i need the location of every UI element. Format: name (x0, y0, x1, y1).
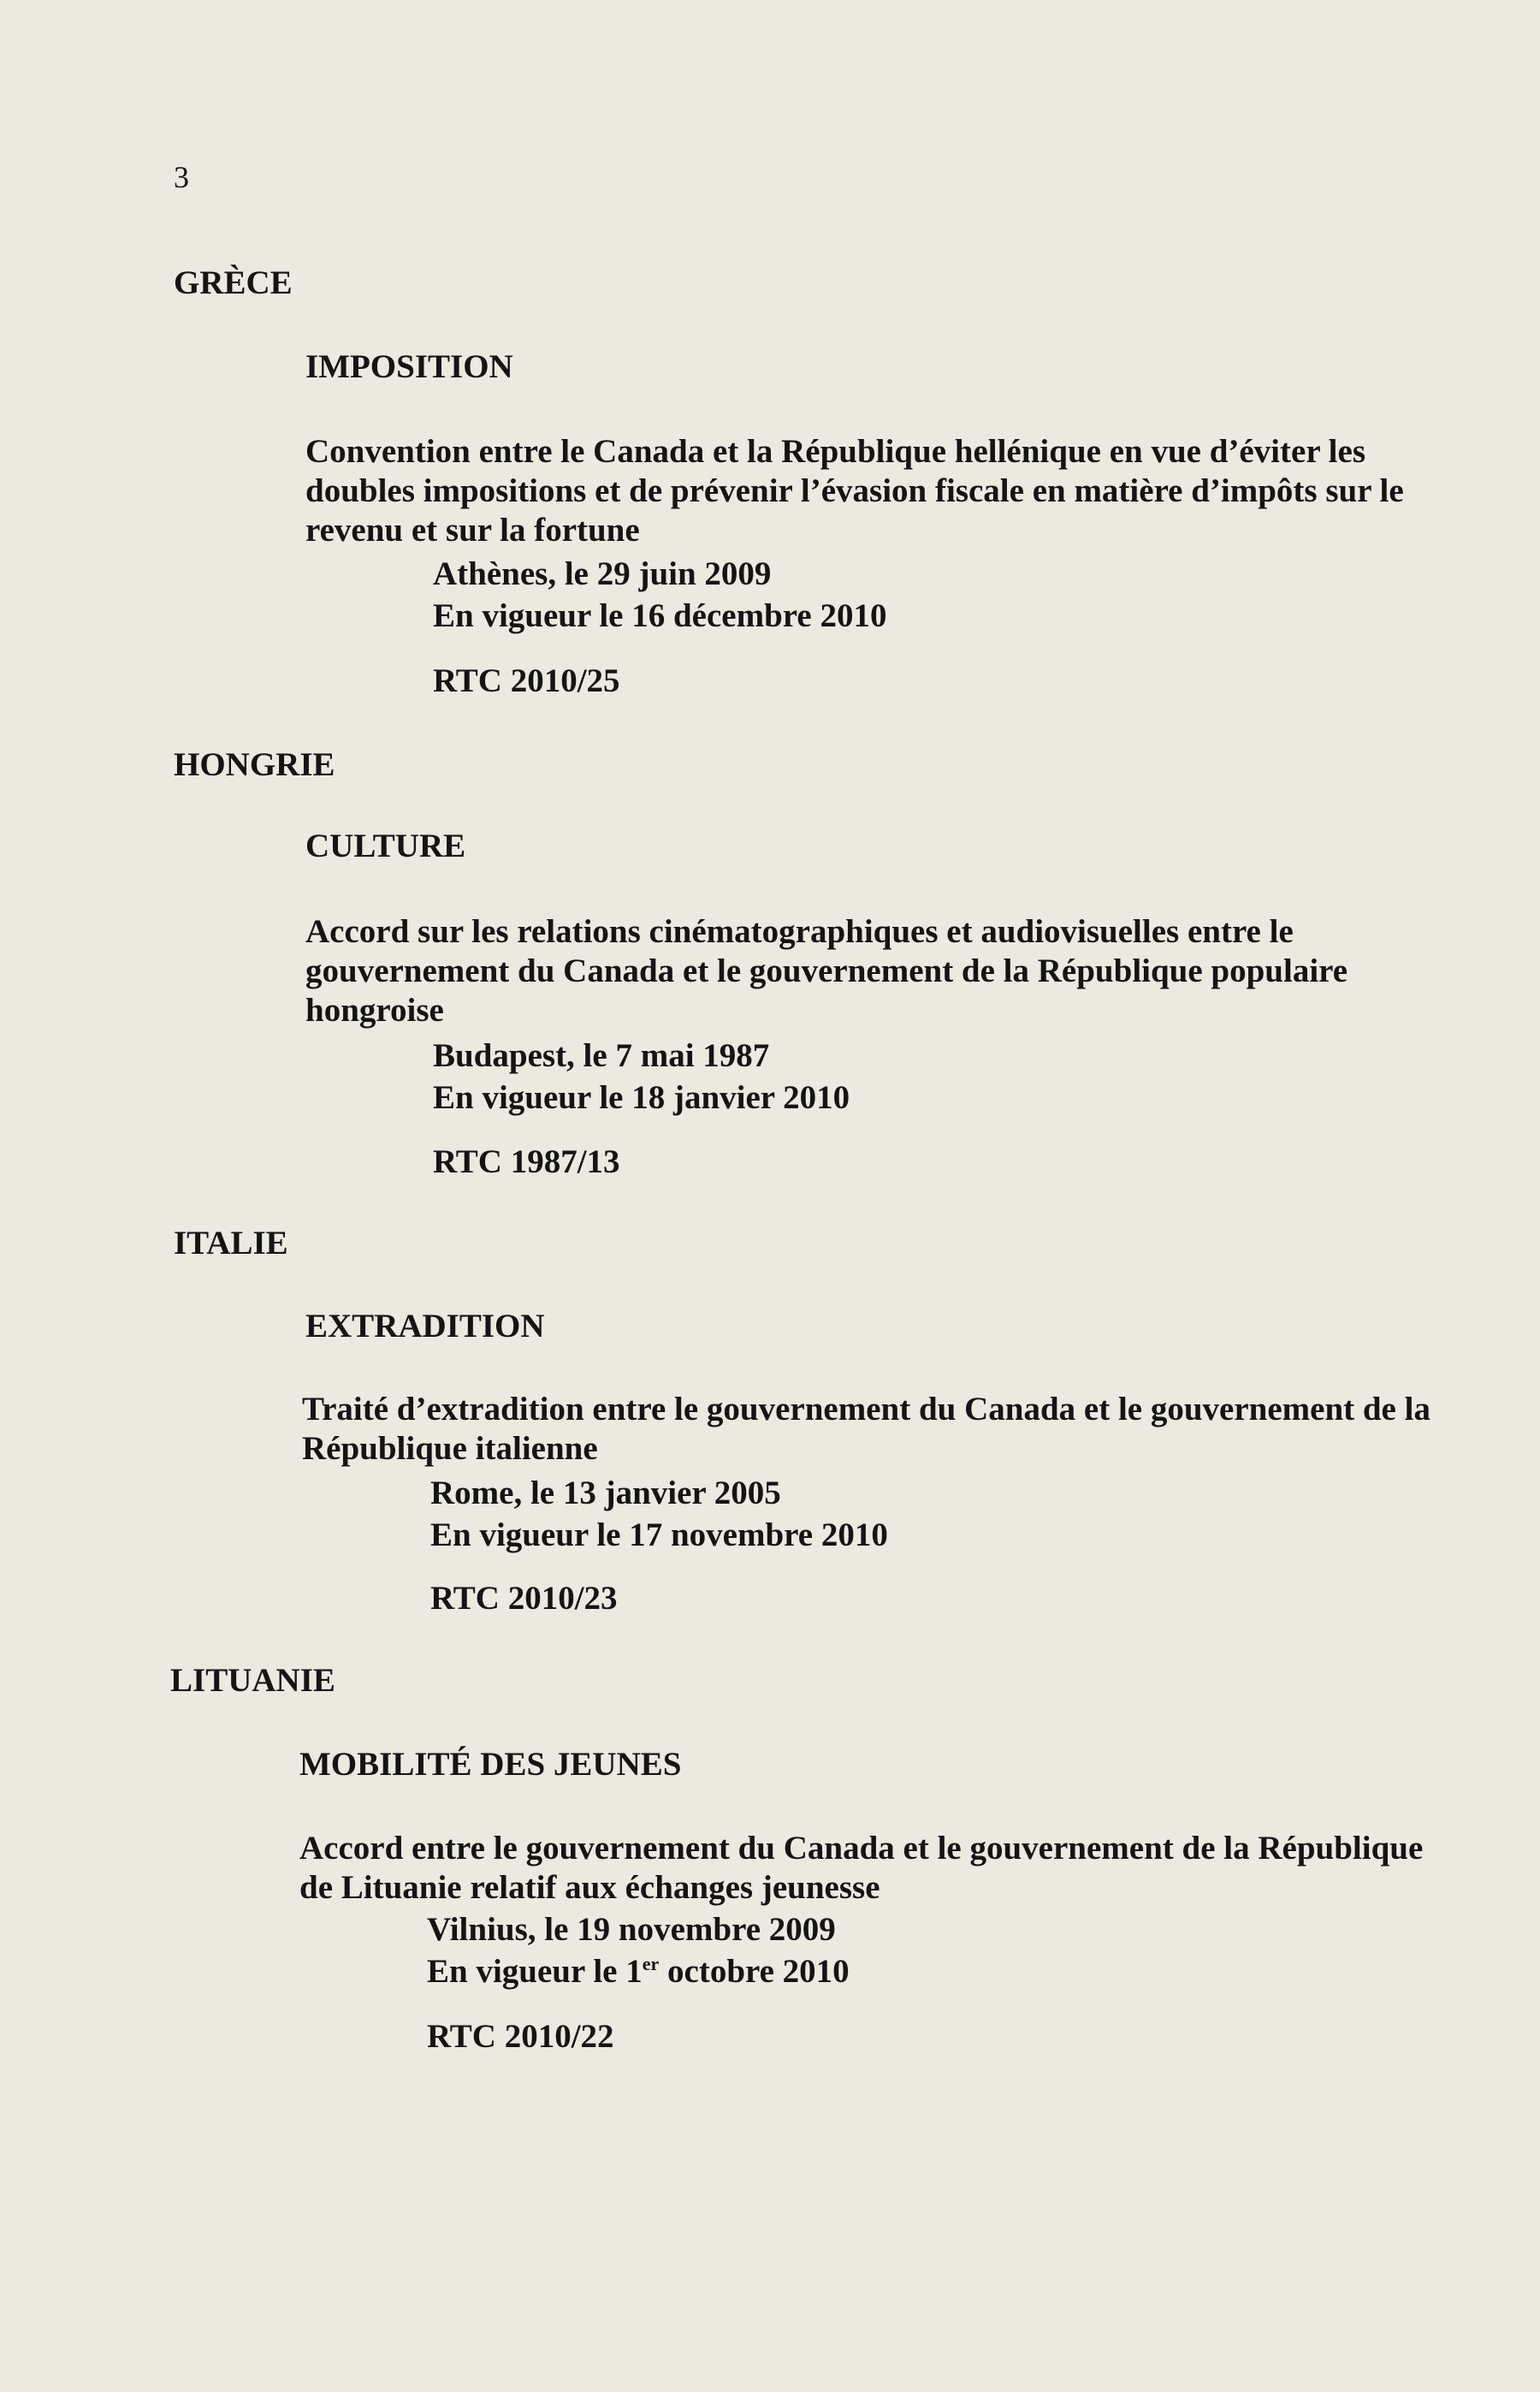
entry-into-force: En vigueur le 17 novembre 2010 (430, 1517, 888, 1553)
treaty-reference: RTC 2010/23 (430, 1580, 618, 1617)
treaty-reference: RTC 1987/13 (433, 1143, 620, 1180)
country-heading: HONGRIE (174, 746, 335, 783)
signature-place-date: Rome, le 13 janvier 2005 (430, 1475, 781, 1511)
treaty-dates (433, 553, 886, 637)
treaty-description: Traité d’extradition entre le gouvernement du Canada et le gouvernement de la République italienne (302, 1391, 1430, 1467)
subject-heading: EXTRADITION (305, 1308, 545, 1344)
signature-place-date: Budapest, le 7 mai 1987 (433, 1037, 770, 1074)
signature-place-date: Vilnius, le 19 novembre 2009 (427, 1911, 836, 1948)
page-number: 3 (174, 160, 189, 194)
entry-into-force: En vigueur le 16 décembre 2010 (433, 597, 887, 634)
ordinal-superscript: er (642, 1953, 660, 1974)
treaty-dates (430, 1472, 888, 1556)
treaty-description: Accord entre le gouvernement du Canada et le gouvernement de la République de Lituanie relatif aux échanges jeunesse (299, 1830, 1424, 1906)
subject-heading: MOBILITÉ DES JEUNES (299, 1746, 682, 1783)
subject-heading: CULTURE (305, 828, 466, 864)
treaty-description: Accord sur les relations cinématographiques et audiovisuelles entre le gouvernement du Canada et le gouvernement de la République populaire hongroise (305, 913, 1348, 1029)
treaty-reference: RTC 2010/25 (433, 662, 620, 699)
country-heading: GRÈCE (174, 264, 293, 301)
treaty-description: Convention entre le Canada et la République hellénique en vue d’éviter les doubles impositions et de prévenir l’évasion fiscale en matière d’impôts sur le revenu et sur la fortune (305, 433, 1404, 549)
country-heading: LITUANIE (170, 1662, 335, 1699)
entry-into-force-prefix: En vigueur le 1 (427, 1953, 643, 1990)
signature-place-date: Athènes, le 29 juin 2009 (433, 555, 772, 592)
entry-into-force: En vigueur le 18 janvier 2010 (433, 1079, 850, 1116)
entry-into-force-suffix: octobre 2010 (659, 1953, 850, 1990)
entry-into-force (427, 1950, 850, 1992)
treaty-reference: RTC 2010/22 (427, 2018, 614, 2055)
country-heading: ITALIE (174, 1225, 288, 1261)
treaty-dates (433, 1035, 850, 1119)
treaty-dates (427, 1908, 850, 1992)
subject-heading: IMPOSITION (305, 348, 513, 385)
